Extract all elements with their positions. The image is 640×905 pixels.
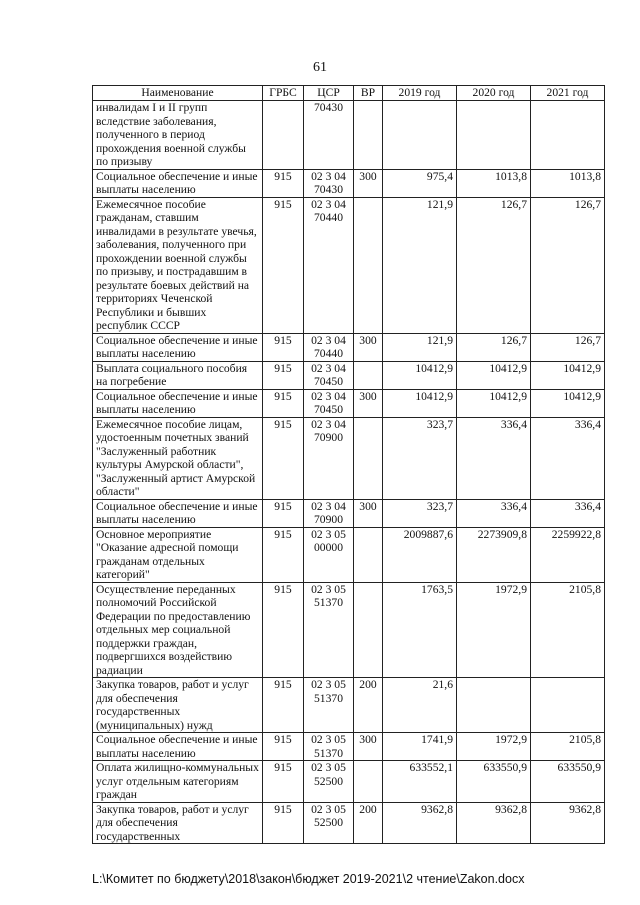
cell-grbs: 915 [263, 169, 304, 197]
cell-2019: 1763,5 [383, 582, 457, 678]
cell-vr [354, 527, 383, 582]
cell-2020: 126,7 [457, 197, 531, 333]
cell-2021 [531, 101, 605, 170]
cell-2020: 10412,9 [457, 389, 531, 417]
cell-grbs: 915 [263, 802, 304, 844]
cell-2019 [383, 101, 457, 170]
table-row [93, 802, 605, 844]
cell-vr: 300 [354, 499, 383, 527]
cell-name: Социальное обеспечение и иные выплаты населению [93, 499, 263, 527]
table-row [93, 333, 605, 361]
cell-vr [354, 582, 383, 678]
header-name: Наименование [93, 86, 263, 101]
cell-grbs: 915 [263, 361, 304, 389]
header-csr: ЦСР [304, 86, 354, 101]
cell-csr: 02 3 05 51370 [304, 582, 354, 678]
cell-csr: 70430 [304, 101, 354, 170]
cell-csr: 02 3 04 70440 [304, 197, 354, 333]
cell-name: Закупка товаров, работ и услуг для обеспечения государственных [93, 802, 263, 844]
cell-csr: 02 3 04 70450 [304, 389, 354, 417]
table-row [93, 361, 605, 389]
cell-2019: 121,9 [383, 333, 457, 361]
cell-grbs: 915 [263, 389, 304, 417]
page-number: 61 [313, 60, 327, 75]
cell-vr: 300 [354, 733, 383, 761]
cell-2019: 121,9 [383, 197, 457, 333]
cell-name: Закупка товаров, работ и услуг для обеспечения государственных (муниципальных) нужд [93, 678, 263, 733]
cell-name: Основное мероприятие "Оказание адресной помощи гражданам отдельных категорий" [93, 527, 263, 582]
cell-csr: 02 3 04 70440 [304, 333, 354, 361]
cell-name: инвалидам I и II групп вследствие заболевания, полученного в период прохождения военной службы по призыву [93, 101, 263, 170]
table-row [93, 389, 605, 417]
cell-csr: 02 3 05 52500 [304, 761, 354, 803]
table-row [93, 169, 605, 197]
table-row [93, 499, 605, 527]
cell-2021: 1013,8 [531, 169, 605, 197]
cell-csr: 02 3 05 51370 [304, 733, 354, 761]
cell-2019: 10412,9 [383, 361, 457, 389]
header-2020: 2020 год [457, 86, 531, 101]
cell-grbs: 915 [263, 733, 304, 761]
cell-vr: 300 [354, 389, 383, 417]
cell-vr: 200 [354, 678, 383, 733]
cell-name: Ежемесячное пособие лицам, удостоенным почетных званий "Заслуженный работник культуры Амурской области", "Заслуженный артист Амурской области" [93, 417, 263, 499]
cell-2020: 1972,9 [457, 582, 531, 678]
table-row [93, 582, 605, 678]
cell-grbs: 915 [263, 582, 304, 678]
cell-2019: 975,4 [383, 169, 457, 197]
cell-2019: 2009887,6 [383, 527, 457, 582]
cell-2019: 9362,8 [383, 802, 457, 844]
cell-vr [354, 761, 383, 803]
cell-csr: 02 3 05 52500 [304, 802, 354, 844]
cell-2019: 1741,9 [383, 733, 457, 761]
table-row [93, 197, 605, 333]
cell-2020 [457, 101, 531, 170]
file-path-footer: L:\Комитет по бюджету\2018\закон\бюджет 2019-2021\2 чтение\Zakon.docx [92, 872, 525, 886]
cell-name: Ежемесячное пособие гражданам, ставшим инвалидами в результате увечья, заболевания, полученного при прохождении военной службы по призыву, и пострадавшим в результате боевых действий на территориях Чеченской Республики и бывших республик СССР [93, 197, 263, 333]
cell-csr: 02 3 04 70900 [304, 499, 354, 527]
cell-grbs: 915 [263, 417, 304, 499]
cell-2020: 1013,8 [457, 169, 531, 197]
cell-csr: 02 3 04 70430 [304, 169, 354, 197]
cell-grbs: 915 [263, 333, 304, 361]
cell-2021: 2105,8 [531, 582, 605, 678]
cell-2021: 336,4 [531, 499, 605, 527]
cell-2020: 336,4 [457, 499, 531, 527]
header-2019: 2019 год [383, 86, 457, 101]
cell-2020: 633550,9 [457, 761, 531, 803]
cell-2021: 10412,9 [531, 361, 605, 389]
cell-2020: 336,4 [457, 417, 531, 499]
cell-name: Социальное обеспечение и иные выплаты населению [93, 169, 263, 197]
cell-2020: 2273909,8 [457, 527, 531, 582]
cell-2021: 336,4 [531, 417, 605, 499]
cell-csr: 02 3 05 51370 [304, 678, 354, 733]
cell-name: Социальное обеспечение и иные выплаты населению [93, 333, 263, 361]
cell-2021: 2259922,8 [531, 527, 605, 582]
cell-2021: 126,7 [531, 197, 605, 333]
table-row [93, 101, 605, 170]
cell-vr: 200 [354, 802, 383, 844]
cell-csr: 02 3 04 70900 [304, 417, 354, 499]
cell-grbs: 915 [263, 197, 304, 333]
cell-name: Осуществление переданных полномочий Российской Федерации по предоставлению отдельных мер социальной поддержки граждан, подвергшихся воздействию радиации [93, 582, 263, 678]
cell-2020: 9362,8 [457, 802, 531, 844]
cell-vr: 300 [354, 333, 383, 361]
cell-2021: 126,7 [531, 333, 605, 361]
cell-vr: 300 [354, 169, 383, 197]
cell-grbs: 915 [263, 761, 304, 803]
header-2021: 2021 год [531, 86, 605, 101]
budget-table [92, 85, 605, 844]
cell-vr [354, 197, 383, 333]
cell-2021: 10412,9 [531, 389, 605, 417]
table-row [93, 733, 605, 761]
cell-2021 [531, 678, 605, 733]
cell-name: Оплата жилищно-коммунальных услуг отдельным категориям граждан [93, 761, 263, 803]
cell-2019: 10412,9 [383, 389, 457, 417]
table-row [93, 417, 605, 499]
cell-name: Социальное обеспечение и иные выплаты населению [93, 389, 263, 417]
table-header-row [93, 86, 605, 101]
table-row [93, 761, 605, 803]
cell-csr: 02 3 05 00000 [304, 527, 354, 582]
cell-grbs [263, 101, 304, 170]
cell-name: Выплата социального пособия на погребение [93, 361, 263, 389]
cell-2020: 10412,9 [457, 361, 531, 389]
cell-2020: 126,7 [457, 333, 531, 361]
header-grbs: ГРБС [263, 86, 304, 101]
cell-csr: 02 3 04 70450 [304, 361, 354, 389]
cell-2019: 323,7 [383, 499, 457, 527]
cell-vr [354, 361, 383, 389]
cell-name: Социальное обеспечение и иные выплаты населению [93, 733, 263, 761]
cell-2021: 9362,8 [531, 802, 605, 844]
cell-grbs: 915 [263, 527, 304, 582]
table-body [93, 101, 605, 844]
cell-vr [354, 417, 383, 499]
table-row [93, 678, 605, 733]
cell-grbs: 915 [263, 499, 304, 527]
cell-2020 [457, 678, 531, 733]
cell-2019: 633552,1 [383, 761, 457, 803]
cell-2019: 323,7 [383, 417, 457, 499]
header-vr: ВР [354, 86, 383, 101]
cell-2021: 633550,9 [531, 761, 605, 803]
cell-grbs: 915 [263, 678, 304, 733]
table-row [93, 527, 605, 582]
cell-2021: 2105,8 [531, 733, 605, 761]
cell-2019: 21,6 [383, 678, 457, 733]
cell-vr [354, 101, 383, 170]
cell-2020: 1972,9 [457, 733, 531, 761]
